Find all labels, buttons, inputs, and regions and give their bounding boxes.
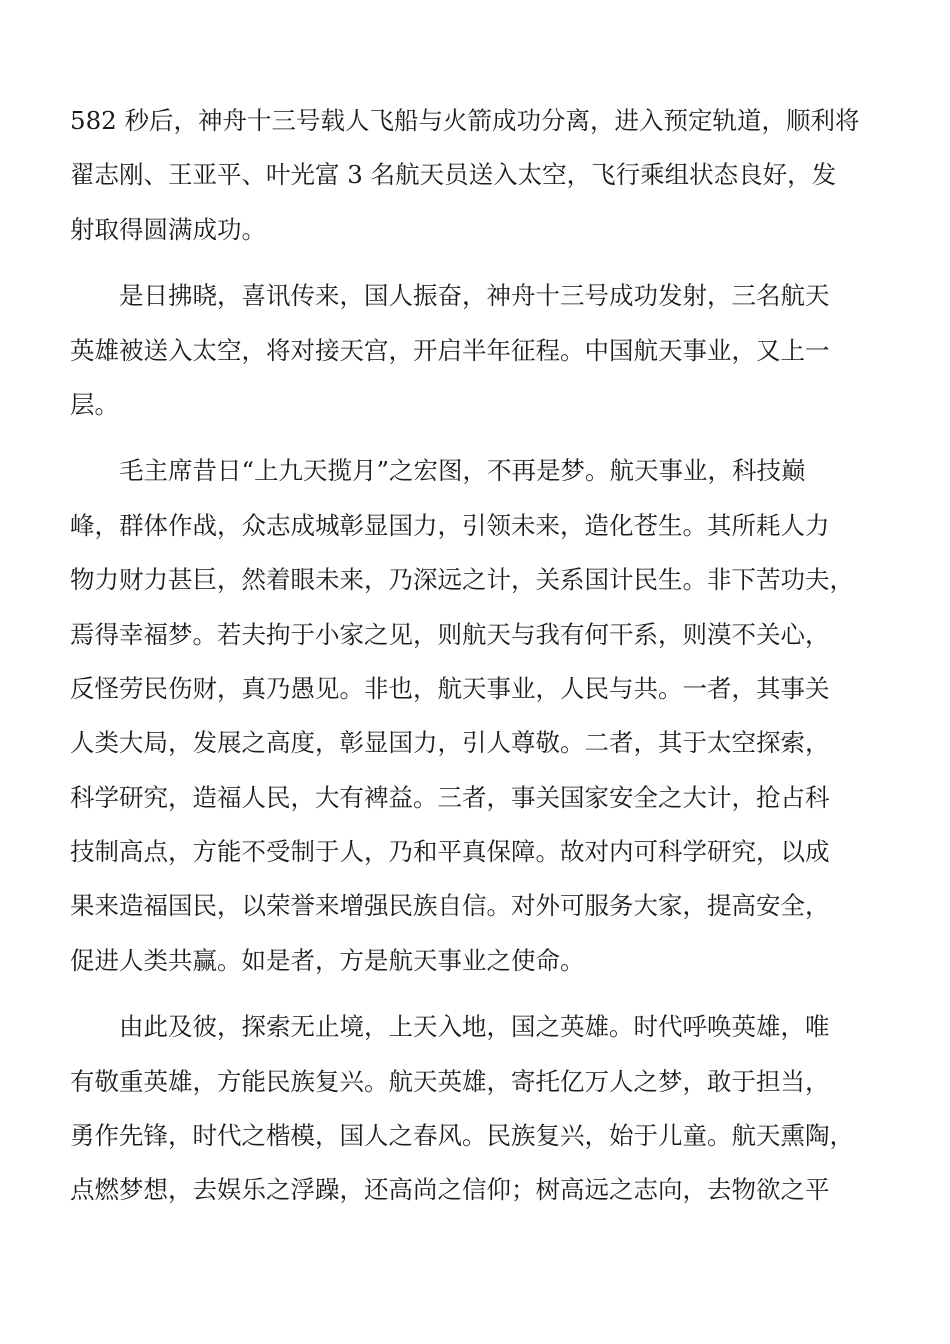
text-line: 科学研究，造福人民，大有裨益。三者，事关国家安全之大计，抢占科: [70, 782, 830, 812]
paragraph-gap: [70, 988, 890, 1000]
text-line: 层。: [70, 389, 119, 419]
text-line: 峰，群体作战，众志成城彰显国力，引领未来，造化苍生。其所耗人力: [70, 510, 830, 540]
text-line: 人类大局，发展之高度，彰显国力，引人尊敬。二者，其于太空探索，: [70, 728, 830, 758]
text-line: 果来造福国民，以荣誉来增强民族自信。对外可服务大家，提高安全，: [70, 891, 830, 921]
text-line: 反怪劳民伤财，真乃愚见。非也，航天事业，人民与共。一者，其事关: [70, 673, 830, 703]
paragraph-gap: [70, 257, 890, 269]
text-line: 点燃梦想，去娱乐之浮躁，还高尚之信仰；树高远之志向，去物欲之平: [70, 1175, 830, 1205]
document-body: [70, 94, 890, 1218]
text-line: 促进人类共赢。如是者，方是航天事业之使命。: [70, 945, 585, 975]
text-line: 射取得圆满成功。: [70, 214, 266, 244]
text-line: 582 秒后，神舟十三号载人飞船与火箭成功分离，进入预定轨道，顺利将: [70, 106, 860, 135]
text-line: 英雄被送入太空，将对接天宫，开启半年征程。中国航天事业，又上一: [70, 335, 830, 365]
text-line: 由此及彼，探索无止境，上天入地，国之英雄。时代呼唤英雄，唯: [70, 1012, 830, 1042]
text-line: 是日拂晓，喜讯传来，国人振奋，神舟十三号成功发射，三名航天: [70, 281, 830, 311]
text-line: 有敬重英雄，方能民族复兴。航天英雄，寄托亿万人之梦，敢于担当，: [70, 1066, 830, 1096]
text-line: 勇作先锋，时代之楷模，国人之春风。民族复兴，始于儿童。航天熏陶，: [70, 1121, 854, 1151]
text-line: 焉得幸福梦。若夫拘于小家之见，则航天与我有何干系，则漠不关心，: [70, 619, 830, 649]
text-line: 翟志刚、王亚平、叶光富 3 名航天员送入太空，飞行乘组状态良好，发: [70, 160, 837, 190]
paragraph-gap: [70, 432, 890, 444]
text-line: 毛主席昔日“上九天揽月”之宏图，不再是梦。航天事业，科技巅: [70, 456, 806, 486]
text-line: 技制高点，方能不受制于人，乃和平真保障。故对内可科学研究，以成: [70, 837, 830, 867]
text-line: 物力财力甚巨，然着眼未来，乃深远之计，关系国计民生。非下苦功夫，: [70, 565, 854, 595]
